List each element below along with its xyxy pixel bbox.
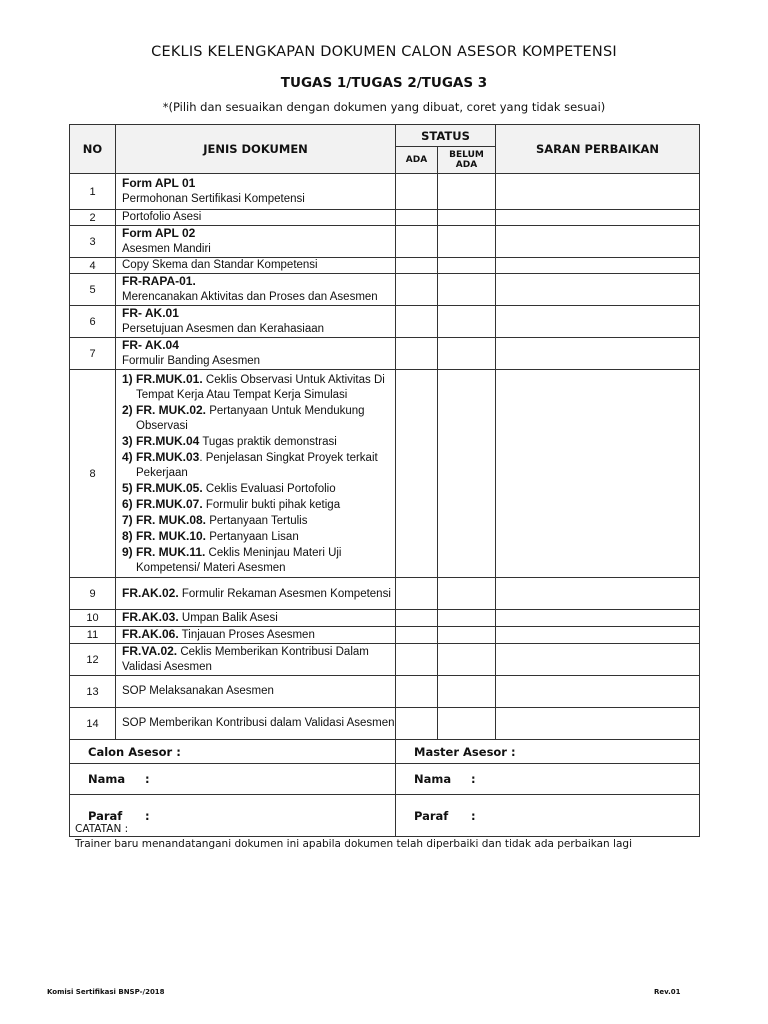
saran-perbaikan-cell[interactable] xyxy=(496,210,700,226)
status-ada-cell[interactable] xyxy=(396,578,438,610)
document-desc: Permohonan Sertifikasi Kompetensi xyxy=(122,193,305,205)
status-ada-cell[interactable] xyxy=(396,610,438,627)
document-desc: SOP Memberikan Kontribusi dalam Validasi Asesmen xyxy=(122,717,395,729)
document-subtitle: TUGAS 1/TUGAS 2/TUGAS 3 xyxy=(280,75,488,91)
colon: : xyxy=(145,808,150,823)
row-number: 5 xyxy=(70,274,116,306)
status-ada-cell[interactable] xyxy=(396,306,438,338)
muk-desc: Pertanyaan Lisan xyxy=(206,531,299,543)
calon-asesor-label-cell[interactable] xyxy=(70,740,396,764)
document-desc: Asesmen Mandiri xyxy=(122,243,211,255)
row-number: 9 xyxy=(70,578,116,610)
status-belum-ada-cell[interactable] xyxy=(438,210,496,226)
document-name xyxy=(116,306,396,338)
row-number: 11 xyxy=(70,627,116,644)
muk-code: 7) FR. MUK.08. xyxy=(122,513,207,527)
muk-code: 8) FR. MUK.10. xyxy=(122,529,207,543)
catatan xyxy=(75,822,632,852)
document-desc: Portofolio Asesi xyxy=(122,211,202,223)
signature-row xyxy=(70,764,700,795)
catatan-text: Trainer baru menandatangani dokumen ini apabila dokumen telah diperbaiki dan tidak ada perbaikan lagi xyxy=(75,838,632,850)
saran-perbaikan-cell[interactable] xyxy=(496,578,700,610)
table-row xyxy=(70,644,700,676)
document-desc: Formulir Banding Asesmen xyxy=(122,355,261,367)
muk-desc: Formulir bukti pihak ketiga xyxy=(202,499,341,511)
row-number: 1 xyxy=(70,174,116,210)
muk-code: 6) FR.MUK.07. xyxy=(122,497,203,511)
saran-perbaikan-cell[interactable] xyxy=(496,708,700,740)
status-belum-ada-cell[interactable] xyxy=(438,676,496,708)
muk-desc: Ceklis Observasi Untuk Aktivitas Di Tempat Kerja Atau Tempat Kerja Simulasi xyxy=(136,374,385,401)
document-code: FR- AK.01 xyxy=(122,306,179,320)
status-ada-cell[interactable] xyxy=(396,174,438,210)
muk-item xyxy=(122,450,395,481)
status-belum-ada-cell[interactable] xyxy=(438,174,496,210)
header-saran-perbaikan: SARAN PERBAIKAN xyxy=(496,125,700,174)
row-number: 3 xyxy=(70,226,116,258)
document-code: FR-RAPA-01. xyxy=(122,274,196,288)
saran-perbaikan-cell[interactable] xyxy=(496,306,700,338)
document-desc: Merencanakan Aktivitas dan Proses dan Asesmen xyxy=(122,291,378,303)
paraf-right: Paraf xyxy=(414,808,449,823)
header-belum-ada: BELUM ADA xyxy=(438,147,496,174)
muk-code: 2) FR. MUK.02. xyxy=(122,403,207,417)
document-name xyxy=(116,676,396,708)
colon: : xyxy=(471,772,476,786)
document-code: Form APL 01 xyxy=(122,176,196,190)
document-name xyxy=(116,210,396,226)
footer-right: Rev.01 xyxy=(654,988,681,996)
document-code: FR.AK.06. xyxy=(122,627,179,641)
status-ada-cell[interactable] xyxy=(396,627,438,644)
document-desc: SOP Melaksanakan Asesmen xyxy=(122,685,274,697)
document-name xyxy=(116,274,396,306)
muk-item xyxy=(122,545,395,576)
document-name xyxy=(116,338,396,370)
muk-list xyxy=(122,370,395,577)
status-belum-ada-cell[interactable] xyxy=(438,578,496,610)
status-belum-ada-cell[interactable] xyxy=(438,338,496,370)
saran-perbaikan-cell[interactable] xyxy=(496,644,700,676)
muk-code: 9) FR. MUK.11. xyxy=(122,545,206,559)
document-name xyxy=(116,610,396,627)
status-belum-ada-cell[interactable] xyxy=(438,274,496,306)
table-row xyxy=(70,338,700,370)
saran-perbaikan-cell[interactable] xyxy=(496,258,700,274)
muk-item xyxy=(122,513,395,529)
muk-desc: Tugas praktik demonstrasi xyxy=(199,436,337,448)
row-number: 7 xyxy=(70,338,116,370)
table-row xyxy=(70,627,700,644)
table-row xyxy=(70,306,700,338)
status-ada-cell[interactable] xyxy=(396,338,438,370)
saran-perbaikan-cell[interactable] xyxy=(496,338,700,370)
document-name xyxy=(116,644,396,676)
table-row xyxy=(70,610,700,627)
header-no: NO xyxy=(70,125,116,174)
table-row xyxy=(70,370,700,578)
document-desc: Ceklis Memberikan Kontribusi Dalam Validasi Asesmen xyxy=(122,646,369,673)
document-code: Form APL 02 xyxy=(122,226,196,240)
document-desc: Copy Skema dan Standar Kompetensi xyxy=(122,259,318,271)
row-number: 8 xyxy=(70,370,116,578)
nama-left: Nama xyxy=(88,772,126,786)
master-asesor-label: Master Asesor : xyxy=(414,744,516,759)
colon: : xyxy=(471,808,476,823)
status-ada-cell[interactable] xyxy=(396,644,438,676)
row-number: 2 xyxy=(70,210,116,226)
saran-perbaikan-cell[interactable] xyxy=(496,627,700,644)
muk-code: 1) FR.MUK.01. xyxy=(122,372,203,386)
row-number: 4 xyxy=(70,258,116,274)
row-number: 10 xyxy=(70,610,116,627)
muk-desc: . Penjelasan Singkat Proyek terkait Pekerjaan xyxy=(136,452,378,479)
footer-left: Komisi Sertifikasi BNSP-/2018 xyxy=(47,988,165,996)
table-row xyxy=(70,226,700,258)
status-ada-cell[interactable] xyxy=(396,370,438,578)
document-code: FR.VA.02. xyxy=(122,644,178,658)
document-code: FR.AK.02. xyxy=(122,585,179,600)
paraf-left: Paraf xyxy=(88,808,123,823)
nama-right: Nama xyxy=(414,772,452,786)
muk-code: 5) FR.MUK.05. xyxy=(122,481,203,495)
document-name xyxy=(116,578,396,610)
document-desc: Persetujuan Asesmen dan Kerahasiaan xyxy=(122,323,325,335)
row-number: 12 xyxy=(70,644,116,676)
table-row xyxy=(70,676,700,708)
muk-code: 4) FR.MUK.03 xyxy=(122,450,200,464)
table-row xyxy=(70,578,700,610)
muk-item xyxy=(122,372,395,403)
saran-perbaikan-cell[interactable] xyxy=(496,226,700,258)
document-code: FR.AK.03. xyxy=(122,610,179,624)
row-number: 14 xyxy=(70,708,116,740)
status-ada-cell[interactable] xyxy=(396,226,438,258)
table-row xyxy=(70,258,700,274)
status-ada-cell[interactable] xyxy=(396,258,438,274)
document-name xyxy=(116,174,396,210)
status-belum-ada-cell[interactable] xyxy=(438,370,496,578)
nama-left-cell[interactable] xyxy=(70,764,396,795)
master-asesor-label-cell[interactable] xyxy=(396,740,700,764)
status-belum-ada-cell[interactable] xyxy=(438,627,496,644)
document-desc: Formulir Rekaman Asesmen Kompetensi xyxy=(178,587,391,600)
nama-right-cell[interactable] xyxy=(396,764,700,795)
document-desc: Umpan Balik Asesi xyxy=(178,612,278,624)
saran-perbaikan-cell[interactable] xyxy=(496,174,700,210)
muk-desc: Pertanyaan Tertulis xyxy=(206,515,308,527)
muk-item xyxy=(122,434,395,450)
document-title: CEKLIS KELENGKAPAN DOKUMEN CALON ASESOR KOMPETENSI xyxy=(151,44,617,60)
document-name xyxy=(116,708,396,740)
muk-desc: Ceklis Evaluasi Portofolio xyxy=(202,483,336,495)
muk-desc: Ceklis Meninjau Materi Uji Kompetensi/ Materi Asesmen xyxy=(136,547,342,574)
calon-asesor-label: Calon Asesor : xyxy=(88,744,181,759)
muk-item xyxy=(122,481,395,497)
status-ada-cell[interactable] xyxy=(396,676,438,708)
header-status: STATUS xyxy=(396,125,496,147)
status-ada-cell[interactable] xyxy=(396,274,438,306)
saran-perbaikan-cell[interactable] xyxy=(496,610,700,627)
status-belum-ada-cell[interactable] xyxy=(438,644,496,676)
muk-item xyxy=(122,529,395,545)
muk-item xyxy=(122,403,395,434)
table-row xyxy=(70,708,700,740)
table-row xyxy=(70,174,700,210)
status-belum-ada-cell[interactable] xyxy=(438,226,496,258)
status-ada-cell[interactable] xyxy=(396,708,438,740)
status-belum-ada-cell[interactable] xyxy=(438,708,496,740)
document-desc: Tinjauan Proses Asesmen xyxy=(178,629,315,641)
status-belum-ada-cell[interactable] xyxy=(438,306,496,338)
document-name xyxy=(116,370,396,578)
selection-note: *(Pilih dan sesuaikan dengan dokumen yang dibuat, coret yang tidak sesuai) xyxy=(162,100,606,114)
saran-perbaikan-cell[interactable] xyxy=(496,370,700,578)
signature-row xyxy=(70,740,700,764)
status-ada-cell[interactable] xyxy=(396,210,438,226)
document-code: FR- AK.04 xyxy=(122,338,179,352)
saran-perbaikan-cell[interactable] xyxy=(496,274,700,306)
catatan-label: CATATAN : xyxy=(75,823,129,835)
table-row xyxy=(70,274,700,306)
saran-perbaikan-cell[interactable] xyxy=(496,676,700,708)
row-number: 6 xyxy=(70,306,116,338)
muk-item xyxy=(122,497,395,513)
muk-code: 3) FR.MUK.04 xyxy=(122,434,200,448)
header-ada: ADA xyxy=(396,147,438,174)
checklist-table xyxy=(69,124,700,837)
colon: : xyxy=(145,772,150,786)
status-belum-ada-cell[interactable] xyxy=(438,258,496,274)
table-row xyxy=(70,210,700,226)
row-number: 13 xyxy=(70,676,116,708)
document-name xyxy=(116,258,396,274)
status-belum-ada-cell[interactable] xyxy=(438,610,496,627)
document-name xyxy=(116,226,396,258)
document-name xyxy=(116,627,396,644)
muk-desc: Pertanyaan Untuk Mendukung Observasi xyxy=(136,405,365,432)
header-jenis-dokumen: JENIS DOKUMEN xyxy=(116,125,396,174)
